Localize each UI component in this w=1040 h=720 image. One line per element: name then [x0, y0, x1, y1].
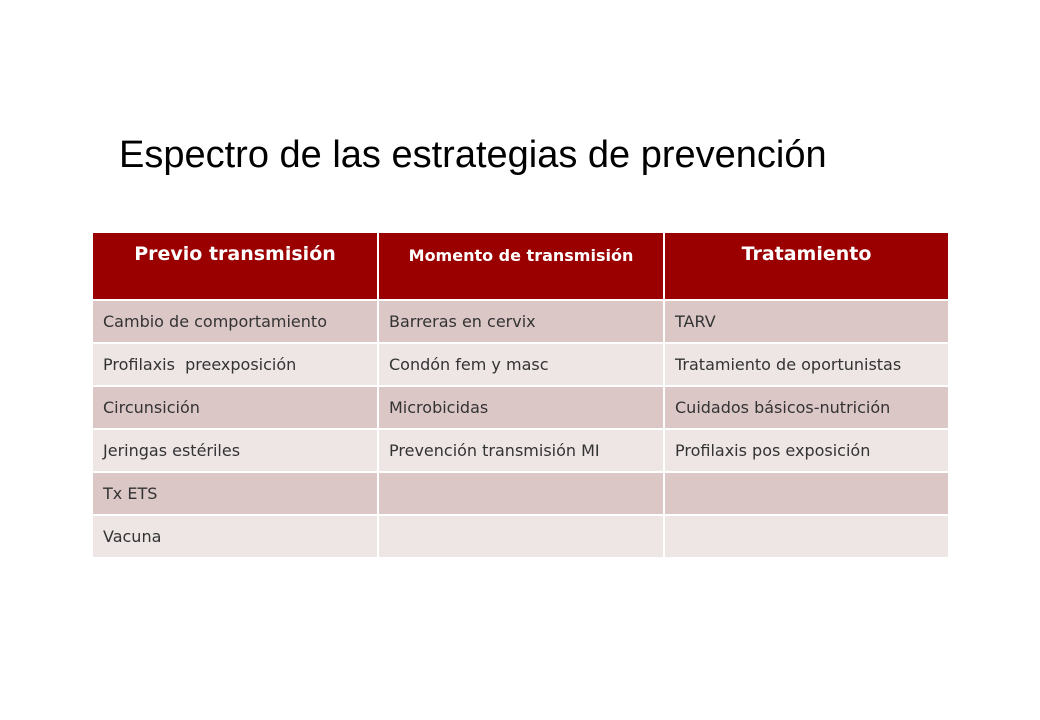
prevention-strategies-table — [91, 231, 950, 559]
table-cell — [664, 472, 949, 515]
table-cell: Prevención transmisión MI — [378, 429, 664, 472]
table-cell: Vacuna — [92, 515, 378, 558]
table-cell: Cambio de comportamiento — [92, 300, 378, 343]
table-row — [92, 429, 949, 472]
table-cell: Tx ETS — [92, 472, 378, 515]
table-cell: Jeringas estériles — [92, 429, 378, 472]
table-cell: Cuidados básicos-nutrición — [664, 386, 949, 429]
table-cell: Barreras en cervix — [378, 300, 664, 343]
table-cell: Circunsición — [92, 386, 378, 429]
table-row — [92, 515, 949, 558]
table-header-row — [92, 232, 949, 300]
slide-title: Espectro de las estrategias de prevención — [119, 134, 827, 176]
table-cell: Condón fem y masc — [378, 343, 664, 386]
table-cell — [378, 515, 664, 558]
table-cell: Microbicidas — [378, 386, 664, 429]
table-cell: Tratamiento de oportunistas — [664, 343, 949, 386]
table-cell — [664, 515, 949, 558]
table-cell: Profilaxis preexposición — [92, 343, 378, 386]
header-momento-transmision: Momento de transmisión — [378, 232, 664, 300]
table-cell: TARV — [664, 300, 949, 343]
table-row — [92, 472, 949, 515]
table-cell — [378, 472, 664, 515]
header-tratamiento: Tratamiento — [664, 232, 949, 300]
table-row — [92, 343, 949, 386]
table-row — [92, 386, 949, 429]
table-row — [92, 300, 949, 343]
table-cell: Profilaxis pos exposición — [664, 429, 949, 472]
header-previo-transmision: Previo transmisión — [92, 232, 378, 300]
